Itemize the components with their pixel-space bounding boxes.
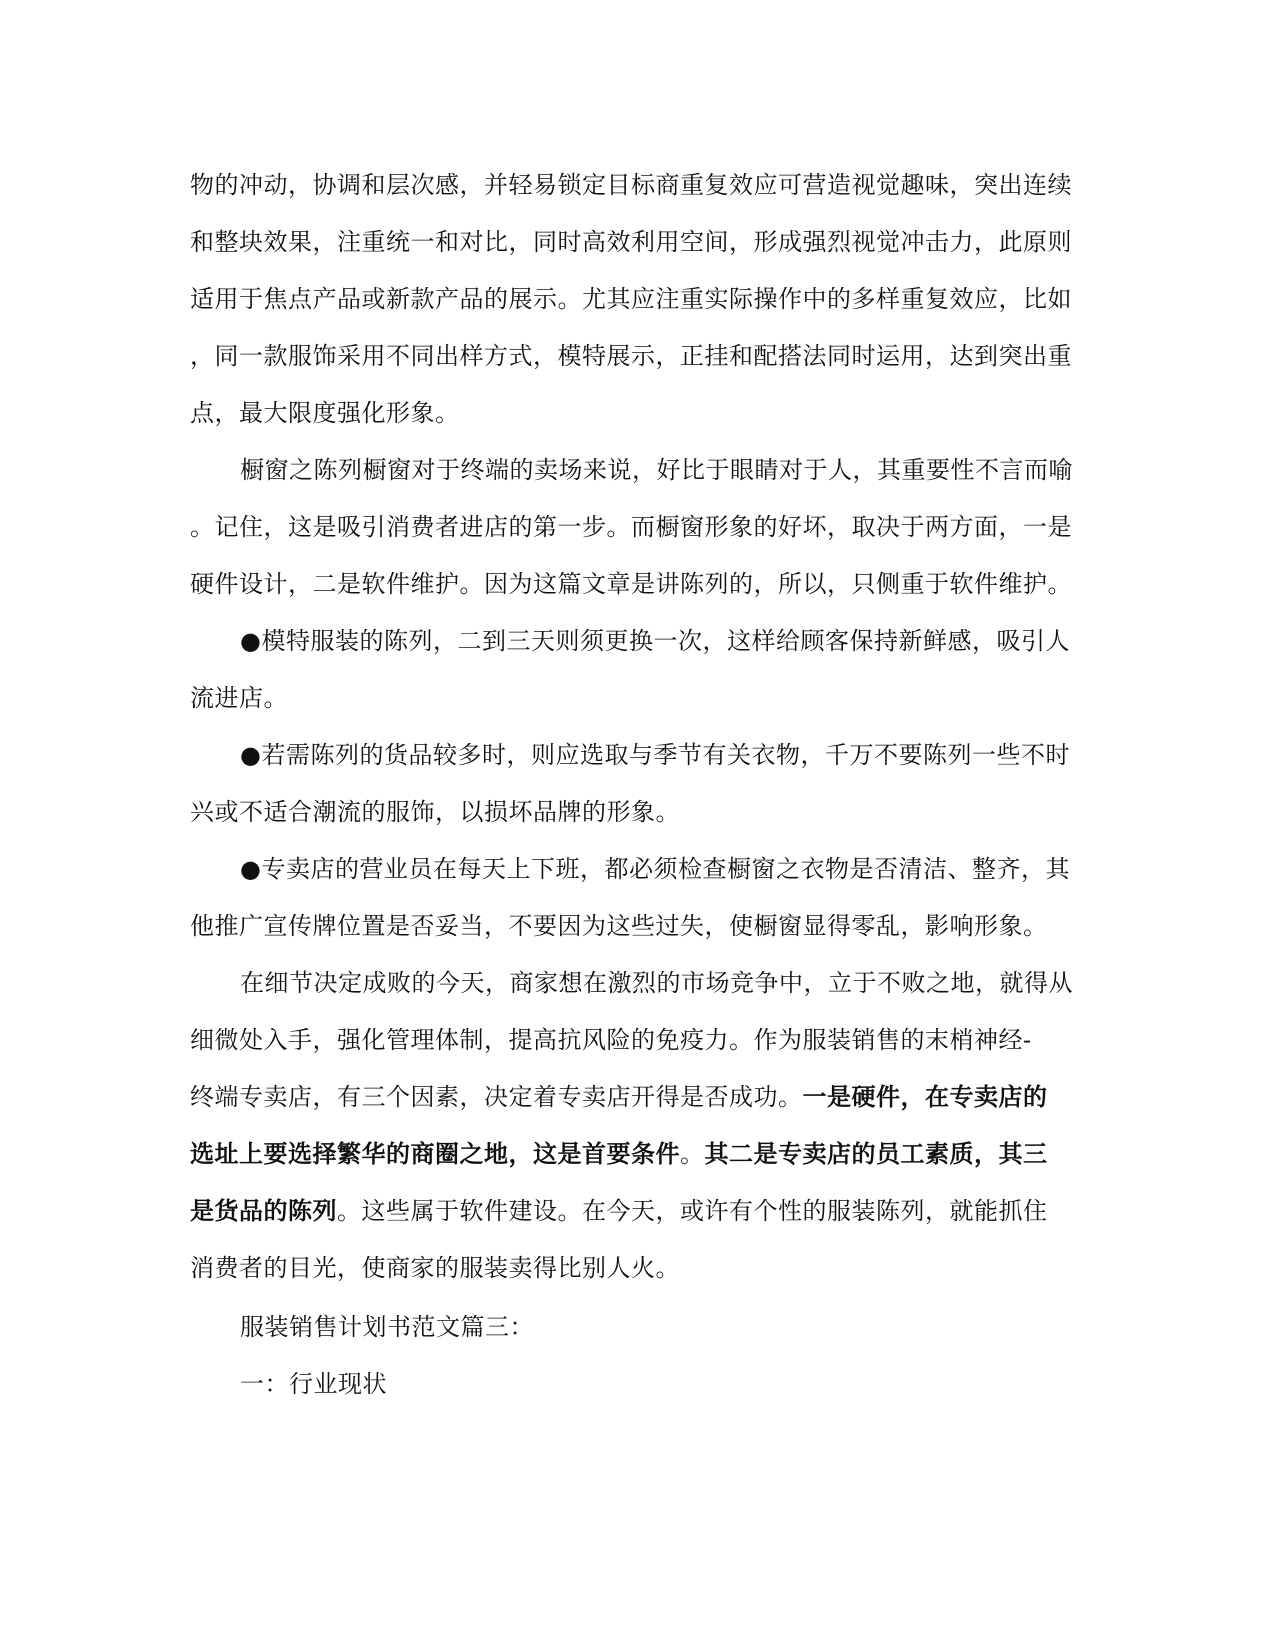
text-segment: 物的冲动，协调和层次感，并轻易锁定目标商重复效应可营造视觉趣味，突出连续 xyxy=(190,171,1072,199)
text-segment: 和整块效果，注重统一和对比，同时高效利用空间，形成强烈视觉冲击力，此原则 xyxy=(190,228,1072,256)
text-segment: 。 xyxy=(680,1140,705,1168)
text-segment: 硬件设计，二是软件维护。因为这篇文章是讲陈列的，所以，只侧重于软件维护。 xyxy=(190,570,1072,598)
text-line xyxy=(240,849,1070,889)
text-line xyxy=(190,165,1072,205)
text-line xyxy=(240,735,1070,775)
text-segment: 适用于焦点产品或新款产品的展示。尤其应注重实际操作中的多样重复效应，比如 xyxy=(190,285,1072,313)
text-line xyxy=(190,1248,680,1288)
section-heading xyxy=(240,1307,534,1347)
text-line xyxy=(190,279,1072,319)
text-line xyxy=(240,963,1073,1003)
subsection-heading xyxy=(240,1364,387,1404)
text-segment: 消费者的目光，使商家的服装卖得比别人火。 xyxy=(190,1254,680,1282)
text-segment: 细微处入手，强化管理体制，提高抗风险的免疫力。作为服装销售的末梢神经- xyxy=(190,1026,1032,1054)
text-segment: 在细节决定成败的今天，商家想在激烈的市场竞争中，立于不败之地，就得从 xyxy=(240,969,1073,997)
text-line xyxy=(240,450,1073,490)
text-line xyxy=(190,906,1048,946)
text-segment: ●专卖店的营业员在每天上下班，都必须检查橱窗之衣物是否清洁、整齐，其 xyxy=(240,855,1070,883)
text-line xyxy=(190,1077,1048,1117)
text-segment: 橱窗之陈列橱窗对于终端的卖场来说，好比于眼睛对于人，其重要性不言而喻 xyxy=(240,456,1073,484)
text-segment: 一：行业现状 xyxy=(240,1370,387,1398)
text-segment: 兴或不适合潮流的服饰，以损坏品牌的形象。 xyxy=(190,798,680,826)
text-segment: 点，最大限度强化形象。 xyxy=(190,399,460,427)
text-segment: 。记住，这是吸引消费者进店的第一步。而橱窗形象的好坏，取决于两方面，一是 xyxy=(190,513,1072,541)
text-line xyxy=(190,678,288,718)
text-segment: 服装销售计划书范文篇三： xyxy=(240,1313,534,1341)
bold-text-segment: 一是硬件，在专卖店的 xyxy=(802,1082,1048,1111)
bold-text-segment: 其二是专卖店的员工素质，其三 xyxy=(704,1139,1048,1168)
text-segment: 。这些属于软件建设。在今天，或许有个性的服装陈列，就能抓住 xyxy=(337,1197,1048,1225)
text-segment: 终端专卖店，有三个因素，决定着专卖店开得是否成功。 xyxy=(190,1083,803,1111)
bold-text-segment: 选址上要选择繁华的商圈之地，这是首要条件 xyxy=(190,1139,680,1168)
text-line xyxy=(240,621,1070,661)
text-segment: ●模特服装的陈列，二到三天则须更换一次，这样给顾客保持新鲜感，吸引人 xyxy=(240,627,1070,655)
text-line xyxy=(190,393,460,433)
bold-text-segment: 是货品的陈列 xyxy=(190,1196,337,1225)
text-line xyxy=(190,1134,1048,1174)
text-segment: 流进店。 xyxy=(190,684,288,712)
text-segment: ●若需陈列的货品较多时，则应选取与季节有关衣物，千万不要陈列一些不时 xyxy=(240,741,1070,769)
text-line xyxy=(190,564,1072,604)
text-line xyxy=(190,507,1072,547)
text-line xyxy=(190,792,680,832)
text-segment: 他推广宣传牌位置是否妥当，不要因为这些过失，使橱窗显得零乱，影响形象。 xyxy=(190,912,1048,940)
text-line xyxy=(190,222,1072,262)
text-segment: ，同一款服饰采用不同出样方式，模特展示，正挂和配搭法同时运用，达到突出重 xyxy=(190,342,1072,370)
text-line xyxy=(190,1020,1032,1060)
text-line xyxy=(190,336,1072,376)
text-line xyxy=(190,1191,1048,1231)
